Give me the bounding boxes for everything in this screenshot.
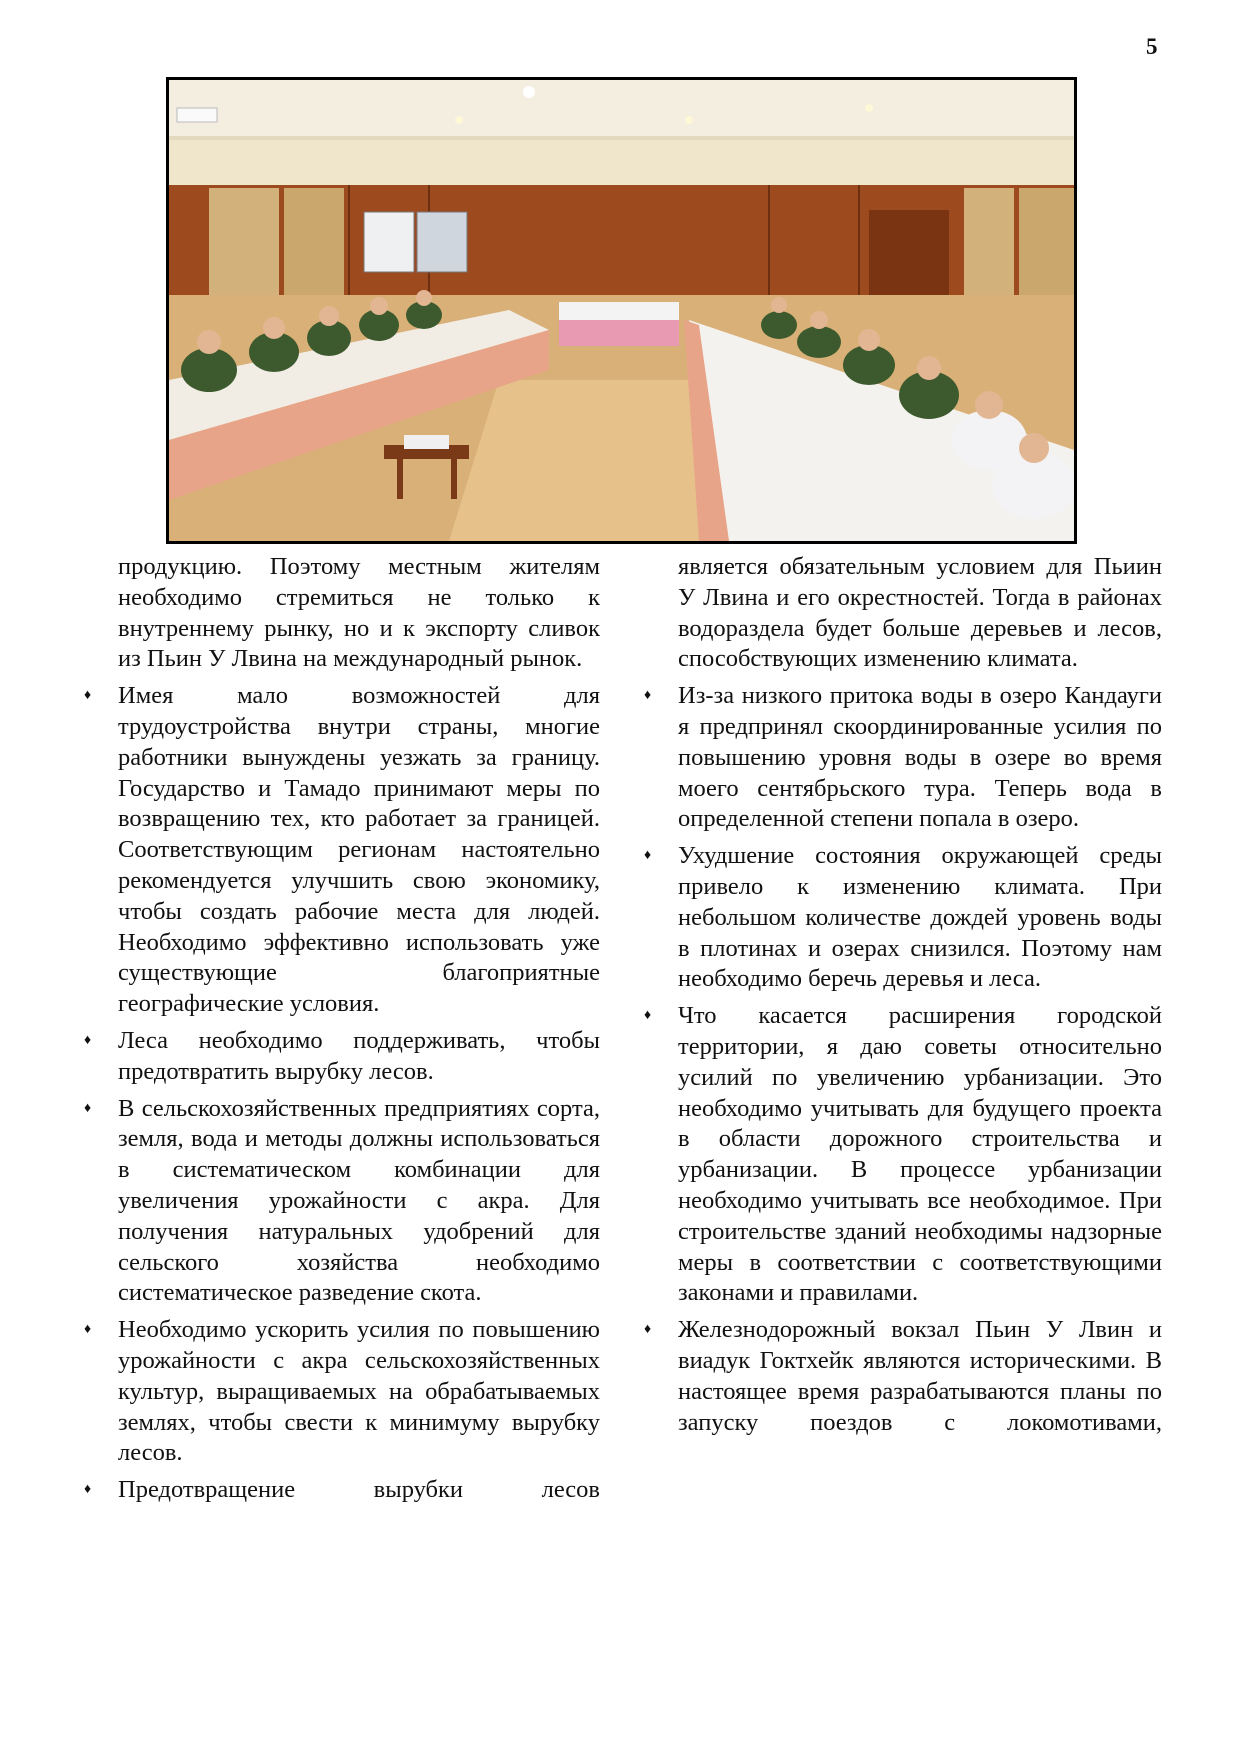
left-intro-paragraph: продукцию. Поэтому местным жителям необходимо стремиться не только к внутреннему рынку, но и к экспорту сливок из Пьин У Лвина на международный рынок.	[118, 553, 600, 673]
meeting-photo-illustration	[169, 80, 1074, 541]
left-column	[84, 552, 600, 1512]
right-column	[644, 552, 1162, 1444]
list-item	[84, 681, 600, 1020]
list-item	[644, 841, 1162, 995]
list-item-text: Из-за низкого притока воды в озеро Кандауги я предпринял скоординированные усилия по повышению уровня воды в озере во время моего сентябрьского тура. Теперь вода в определенной степени попала в озеро.	[678, 682, 1162, 833]
meeting-photo	[166, 77, 1077, 544]
list-item-text: Предотвращение вырубки лесов	[118, 1476, 600, 1504]
list-item-text: Леса необходимо поддерживать, чтобы предотвратить вырубку лесов.	[118, 1026, 600, 1085]
list-item	[644, 1001, 1162, 1309]
diamond-bullet-icon: ♦	[644, 1322, 652, 1338]
list-item	[84, 1315, 600, 1469]
list-item-text: Железнодорожный вокзал Пьин У Лвин и виадук Гоктхейк являются историческими. В настоящее время разрабатываются планы по запуску поездов с локомотивами,	[678, 1316, 1162, 1436]
list-item	[644, 1315, 1162, 1438]
list-item-text: В сельскохозяйственных предприятиях сорта, земля, вода и методы должны использоваться в систематическом комбинации для увеличения урожайности с акра. Для получения натуральных удобрений для сельского хозяйства необходимо систематическое разведение скота.	[118, 1094, 600, 1307]
list-item	[84, 1475, 600, 1506]
page-number: 5	[1146, 34, 1158, 59]
list-item	[84, 1026, 600, 1088]
diamond-bullet-icon: ♦	[84, 1482, 92, 1498]
diamond-bullet-icon: ♦	[644, 1008, 652, 1024]
diamond-bullet-icon: ♦	[84, 688, 92, 704]
right-intro-paragraph: является обязательным условием для Пьиин У Лвина и его окрестностей. Тогда в районах водораздела будет больше деревьев и лесов, способствующих изменению климата.	[678, 553, 1162, 673]
list-item-text: Ухудшение состояния окружающей среды привело к изменению климата. При небольшом количестве дождей уровень воды в плотинах и озерах снизился. Поэтому нам необходимо беречь деревья и леса.	[678, 842, 1162, 993]
list-item	[644, 681, 1162, 835]
diamond-bullet-icon: ♦	[84, 1100, 92, 1116]
list-item-text: Что касается расширения городской территории, я даю советы относительно усилий по увеличению урбанизации. Это необходимо учитывать для будущего проекта в области дорожного строительства и урбанизации. В процессе урбанизации необходимо учитывать все необходимое. При строительстве зданий необходимы надзорные меры в соответствии с соответствующими законами и правилами.	[678, 1002, 1162, 1307]
list-item	[84, 1094, 600, 1310]
diamond-bullet-icon: ♦	[84, 1322, 92, 1338]
list-item-text: Необходимо ускорить усилия по повышению урожайности с акра сельскохозяйственных культур, выращиваемых на обрабатываемых землях, чтобы свести к минимуму вырубку лесов.	[118, 1316, 600, 1467]
list-item-text: Имея мало возможностей для трудоустройства внутри страны, многие работники вынуждены уезжать за границу. Государство и Тамадо принимают меры по возвращению тех, кто работает за границей. Соответствующим регионам настоятельно рекомендуется улучшить свою экономику, чтобы создать рабочие места для людей. Необходимо эффективно использовать уже существующие благоприятные географические условия.	[118, 682, 600, 1018]
diamond-bullet-icon: ♦	[84, 1032, 92, 1048]
diamond-bullet-icon: ♦	[644, 848, 652, 864]
diamond-bullet-icon: ♦	[644, 688, 652, 704]
